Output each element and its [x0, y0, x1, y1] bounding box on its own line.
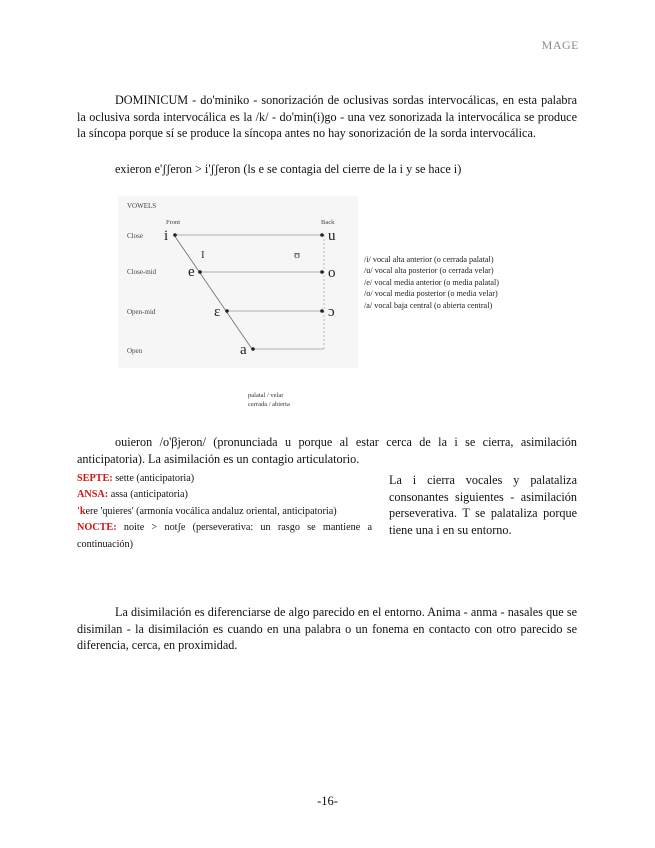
vowel-near-close-back: ʊ: [294, 249, 301, 261]
legend-item: /e/ vocal media anterior (o media palatal): [364, 277, 500, 287]
row-label-close-mid: Close-mid: [127, 268, 157, 276]
example-key: NOCTE:: [77, 522, 117, 534]
row-label-open-mid: Open-mid: [127, 308, 156, 316]
page-number: -16-: [317, 794, 338, 808]
paragraph-dominicum: DOMINICUM - do'miniko - sonorización de oclusivas sordas intervocálicas, en esta palabra la oclusiva sorda intervocálica es la /k/ - do'min(i)go - una vez sonorizada la intervocálica se produce la síncopa porque sí se produce la síncopa antes no hay sonorización de la sorda intervocálica.: [77, 93, 577, 141]
paragraph-ouieron: ouieron /o'βjeron/ (pronunciada u porque al estar cerca de la i se cierra, asimilación anticipatoria). La asimilación es un contagio articulatorio.: [77, 435, 577, 466]
example-kere: [77, 504, 372, 520]
vowel-chart-svg: [118, 196, 358, 410]
vowel-o: o: [328, 265, 336, 281]
example-text: ere 'quieres' (armonía vocálica andaluz oriental, anticipatoria): [85, 505, 337, 517]
front-label: Front: [166, 219, 181, 226]
example-key: ANSA:: [77, 489, 109, 501]
example-list: [77, 471, 372, 553]
example-key: SEPTE:: [77, 473, 113, 484]
chart-caption-2: cerrada / abierta: [248, 401, 290, 408]
vowel-a: a: [240, 342, 247, 358]
example-text: noite > notʃe (perseverativa: un rasgo se mantiene a continuación): [77, 522, 372, 550]
vowel-u: u: [328, 228, 336, 244]
legend-item: /i/ vocal alta anterior (o cerrada palatal): [364, 255, 494, 264]
example-nocte: [77, 520, 372, 553]
example-key: 'k: [77, 505, 86, 517]
dot-a: [251, 347, 255, 351]
legend-item: /u/ vocal alta posterior (o cerrada velar): [364, 266, 494, 276]
dot-o: [320, 270, 324, 274]
side-note: La i cierra vocales y palataliza consonantes siguientes - asimilación perseverativa. T se palataliza porque tiene una i en su entorno.: [389, 473, 577, 537]
example-text: assa (anticipatoria): [108, 489, 188, 501]
vowel-epsilon: ε: [214, 304, 221, 320]
legend-item: /o/ vocal media posterior (o media velar): [364, 289, 498, 299]
chart-caption-1: palatal / velar: [248, 392, 284, 399]
legend-item: /a/ vocal baja central (o abierta central): [364, 300, 493, 310]
vowel-chart: [118, 196, 358, 410]
paragraph-disimilacion: La disimilación es diferenciarse de algo parecido en el entorno. Anima - anma - nasales que se disimilan - la disimilación es cuando en una palabra o un fonema en contacto con otro parecido se diferencia, cerca, en proximidad.: [77, 605, 577, 653]
row-label-close: Close: [127, 232, 143, 240]
vowel-open-o: ɔ: [328, 304, 335, 320]
running-header: MAGE: [541, 38, 579, 52]
chart-title: VOWELS: [127, 202, 157, 210]
dot-e: [198, 270, 202, 274]
back-label: Back: [321, 219, 335, 226]
dot-u: [320, 233, 324, 237]
vowel-e: e: [188, 264, 195, 280]
row-label-open: Open: [127, 347, 143, 355]
dot-open-o: [320, 309, 324, 313]
vowel-near-close-front: I: [201, 249, 205, 261]
example-text: sette (anticipatoria): [112, 473, 195, 484]
dot-epsilon: [225, 309, 229, 313]
example-septe: [77, 471, 372, 487]
exieron-line: exieron e'ʃʃeron > i'ʃʃeron (ls e se contagia del cierre de la i y se hace i): [115, 162, 462, 176]
vowel-i: i: [164, 228, 169, 244]
example-ansa: [77, 487, 372, 503]
vowel-legend: [364, 254, 499, 311]
dot-i: [173, 233, 177, 237]
